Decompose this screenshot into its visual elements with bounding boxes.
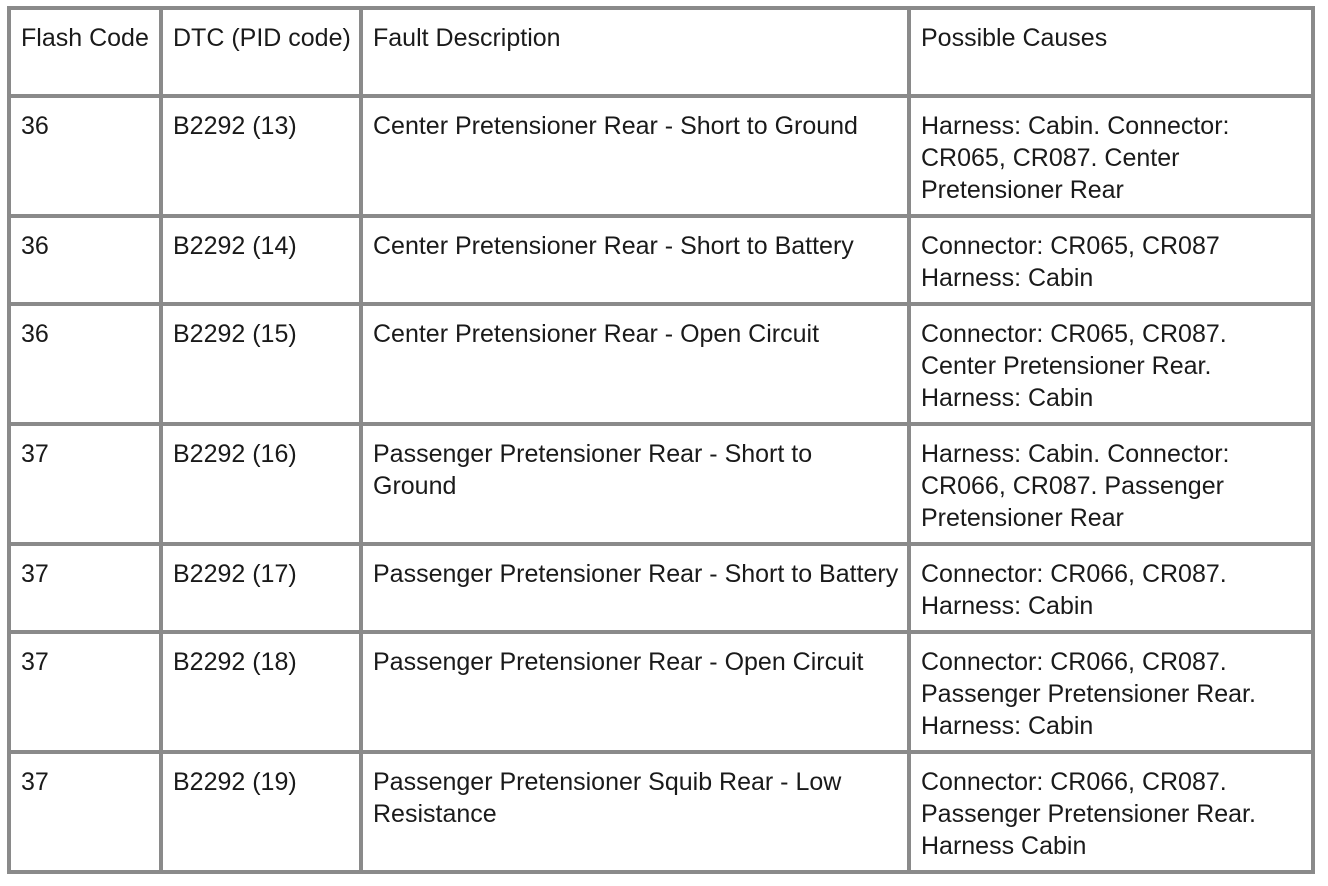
possible-causes-cell: Connector: CR066, CR087. Passenger Pretensioner Rear. Harness Cabin (911, 754, 1315, 874)
fault-description-cell: Passenger Pretensioner Rear - Open Circuit (363, 634, 911, 754)
possible-causes-cell: Connector: CR066, CR087. Harness: Cabin (911, 546, 1315, 634)
dtc-cell: B2292 (13) (163, 98, 363, 218)
fault-description-cell: Passenger Pretensioner Rear - Short to Battery (363, 546, 911, 634)
flash-code-cell: 36 (11, 306, 163, 426)
dtc-cell: B2292 (15) (163, 306, 363, 426)
table-row (11, 426, 1315, 546)
table-row (11, 754, 1315, 874)
dtc-cell: B2292 (17) (163, 546, 363, 634)
flash-code-cell: 36 (11, 98, 163, 218)
header-flash-code: Flash Code (11, 10, 163, 98)
fault-description-cell: Center Pretensioner Rear - Short to Ground (363, 98, 911, 218)
flash-code-cell: 37 (11, 546, 163, 634)
dtc-cell: B2292 (14) (163, 218, 363, 306)
possible-causes-cell: Harness: Cabin. Connector: CR066, CR087. Passenger Pretensioner Rear (911, 426, 1315, 546)
table-row (11, 634, 1315, 754)
header-fault-description: Fault Description (363, 10, 911, 98)
flash-code-cell: 37 (11, 426, 163, 546)
table-row (11, 218, 1315, 306)
flash-code-cell: 36 (11, 218, 163, 306)
fault-description-cell: Passenger Pretensioner Rear - Short to Ground (363, 426, 911, 546)
fault-description-cell: Center Pretensioner Rear - Open Circuit (363, 306, 911, 426)
header-dtc: DTC (PID code) (163, 10, 363, 98)
dtc-cell: B2292 (19) (163, 754, 363, 874)
header-possible-causes: Possible Causes (911, 10, 1315, 98)
dtc-cell: B2292 (16) (163, 426, 363, 546)
dtc-cell: B2292 (18) (163, 634, 363, 754)
dtc-table (7, 6, 1315, 874)
flash-code-cell: 37 (11, 634, 163, 754)
possible-causes-cell: Connector: CR065, CR087 Harness: Cabin (911, 218, 1315, 306)
possible-causes-cell: Connector: CR065, CR087. Center Pretensioner Rear. Harness: Cabin (911, 306, 1315, 426)
fault-description-cell: Passenger Pretensioner Squib Rear - Low Resistance (363, 754, 911, 874)
possible-causes-cell: Harness: Cabin. Connector: CR065, CR087. Center Pretensioner Rear (911, 98, 1315, 218)
fault-description-cell: Center Pretensioner Rear - Short to Battery (363, 218, 911, 306)
table-row (11, 98, 1315, 218)
flash-code-cell: 37 (11, 754, 163, 874)
possible-causes-cell: Connector: CR066, CR087. Passenger Pretensioner Rear. Harness: Cabin (911, 634, 1315, 754)
table-row (11, 306, 1315, 426)
table-row (11, 546, 1315, 634)
table-header-row (11, 10, 1315, 98)
